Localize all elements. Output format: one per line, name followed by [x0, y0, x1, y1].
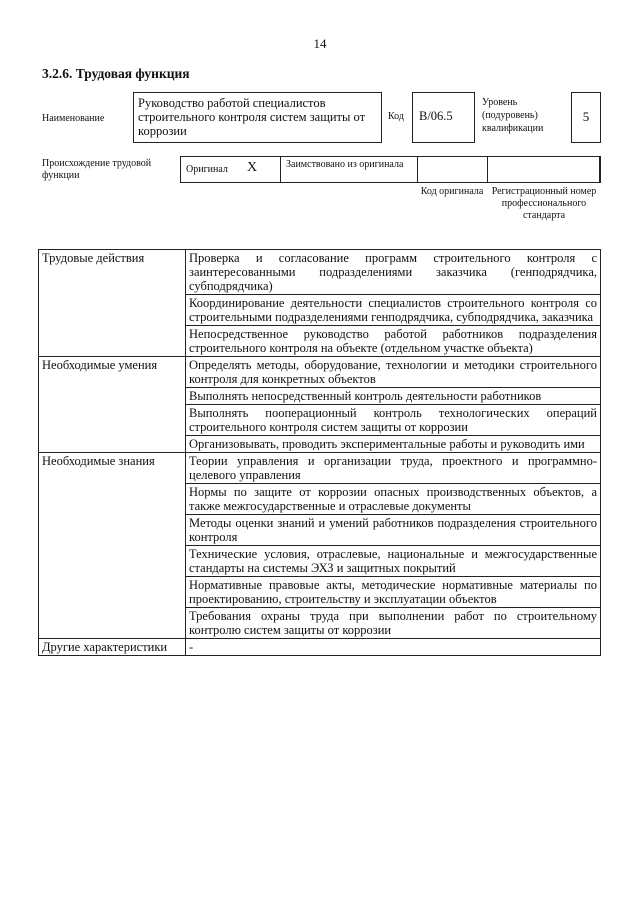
- borrowed-cell: Заимствовано из оригинала: [281, 157, 418, 182]
- item-cell: Выполнять пооперационный контроль технологических операций строительного контроля систем защиты от коррозии: [186, 405, 601, 436]
- category-cell: Необходимые умения: [39, 357, 186, 453]
- code-label: Код: [388, 111, 404, 122]
- origin-label: Происхождение трудовой функции: [42, 158, 152, 181]
- item-cell: Непосредственное руководство работой работников подразделения строительного контроля на объекте (отдельном участке объекта): [186, 326, 601, 357]
- item-cell: Определять методы, оборудование, технологии и методики строительного контроля для конкретных объектов: [186, 357, 601, 388]
- section-title: 3.2.6. Трудовая функция: [42, 66, 190, 81]
- original-cell: [181, 157, 281, 182]
- item-cell: Выполнять непосредственный контроль деятельности работников: [186, 388, 601, 405]
- item-cell: Теории управления и организации труда, проектного и программно-целевого управления: [186, 453, 601, 484]
- table-row: [39, 357, 601, 388]
- item-cell: -: [186, 639, 601, 656]
- item-cell: Требования охраны труда при выполнении работ по строительному контролю систем защиты от коррозии: [186, 608, 601, 639]
- name-label: Наименование: [42, 113, 105, 124]
- category-cell: Другие характеристики: [39, 639, 186, 656]
- table-row: [39, 639, 601, 656]
- page-number: 14: [313, 36, 327, 51]
- item-cell: Нормы по защите от коррозии опасных производственных объектов, а также межгосударственные и отраслевые документы: [186, 484, 601, 515]
- item-cell: Методы оценки знаний и умений работников подразделения строительного контроля: [186, 515, 601, 546]
- reg-number-label: Регистрационный номер профессионального стандарта: [491, 186, 597, 221]
- table-row: [39, 250, 601, 295]
- qualification-level-label: Уровень (подуровень) квалификации: [482, 97, 544, 134]
- reg-number-cell: [488, 157, 600, 182]
- item-cell: Координирование деятельности специалистов строительного контроля со строительными подразделениями генподрядчика, субподрядчика, заказчика: [186, 295, 601, 326]
- item-cell: Технические условия, отраслевые, национальные и межгосударственные стандарты на системы ЭХЗ и защитных покрытий: [186, 546, 601, 577]
- code-box: В/06.5: [412, 92, 475, 143]
- function-name-box: Руководство работой специалистов строительного контроля систем защиты от коррозии: [133, 92, 382, 143]
- original-label: Оригинал: [186, 164, 228, 175]
- item-cell: Проверка и согласование программ строительного контроля с заинтересованными подразделениями заказчика (генподрядчика, субподрядчика): [186, 250, 601, 295]
- item-cell: Нормативные правовые акты, методические нормативные материалы по проектированию, строительству и эксплуатации объектов: [186, 577, 601, 608]
- item-cell: Организовывать, проводить экспериментальные работы и руководить ими: [186, 436, 601, 453]
- original-mark: X: [247, 160, 258, 175]
- category-cell: Необходимые знания: [39, 453, 186, 639]
- code-original-label: Код оригинала: [420, 186, 484, 197]
- origin-row: [180, 156, 601, 183]
- qualification-level-box: 5: [571, 92, 601, 143]
- function-details-table: [38, 249, 601, 656]
- category-cell: Трудовые действия: [39, 250, 186, 357]
- original-code-cell: [418, 157, 488, 182]
- table-row: [39, 453, 601, 484]
